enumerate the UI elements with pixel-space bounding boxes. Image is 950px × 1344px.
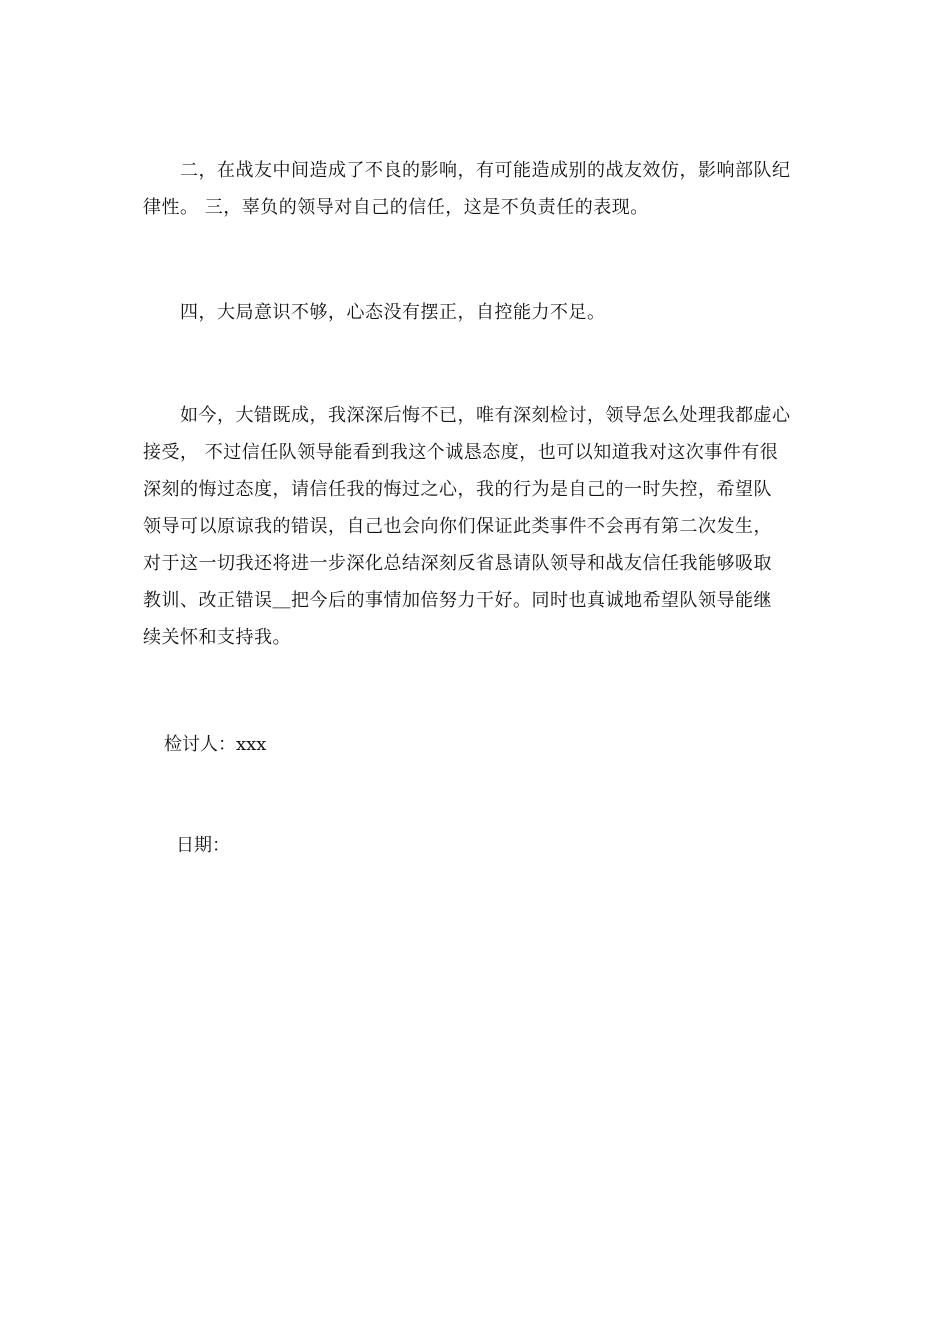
paragraph-line: 接受， 不过信任队领导能看到我这个诚恳态度，也可以知道我对这次事件有很 [143,442,779,463]
paragraph-line: 二，在战友中间造成了不良的影响，有可能造成别的战友效仿，影响部队纪 [143,160,791,181]
date-line: 日期： [176,835,230,856]
paragraph-line: 教训、改正错误＿把今后的事情加倍努力干好。同时也真诚地希望队领导能继 [143,590,772,611]
paragraph-line: 四，大局意识不够，心态没有摆正，自控能力不足。 [143,302,606,323]
paragraph-remorse [143,397,808,656]
signature-line: 检讨人：xxx [164,734,267,755]
paragraph-line: 律性。 三，辜负的领导对自己的信任，这是不负责任的表现。 [143,197,649,218]
paragraph-line: 如今，大错既成，我深深后悔不已，唯有深刻检讨，领导怎么处理我都虚心 [143,405,791,426]
paragraph-awareness [143,294,808,331]
paragraph-line: 续关怀和支持我。 [143,627,291,648]
paragraph-line: 领导可以原谅我的错误，自己也会向你们保证此类事件不会再有第二次发生， [143,516,772,537]
paragraph-line: 深刻的悔过态度，请信任我的悔过之心，我的行为是自己的一时失控，希望队 [143,479,772,500]
paragraph-line: 对于这一切我还将进一步深化总结深刻反省恳请队领导和战友信任我能够吸取 [143,553,772,574]
paragraph-impact [143,152,808,226]
